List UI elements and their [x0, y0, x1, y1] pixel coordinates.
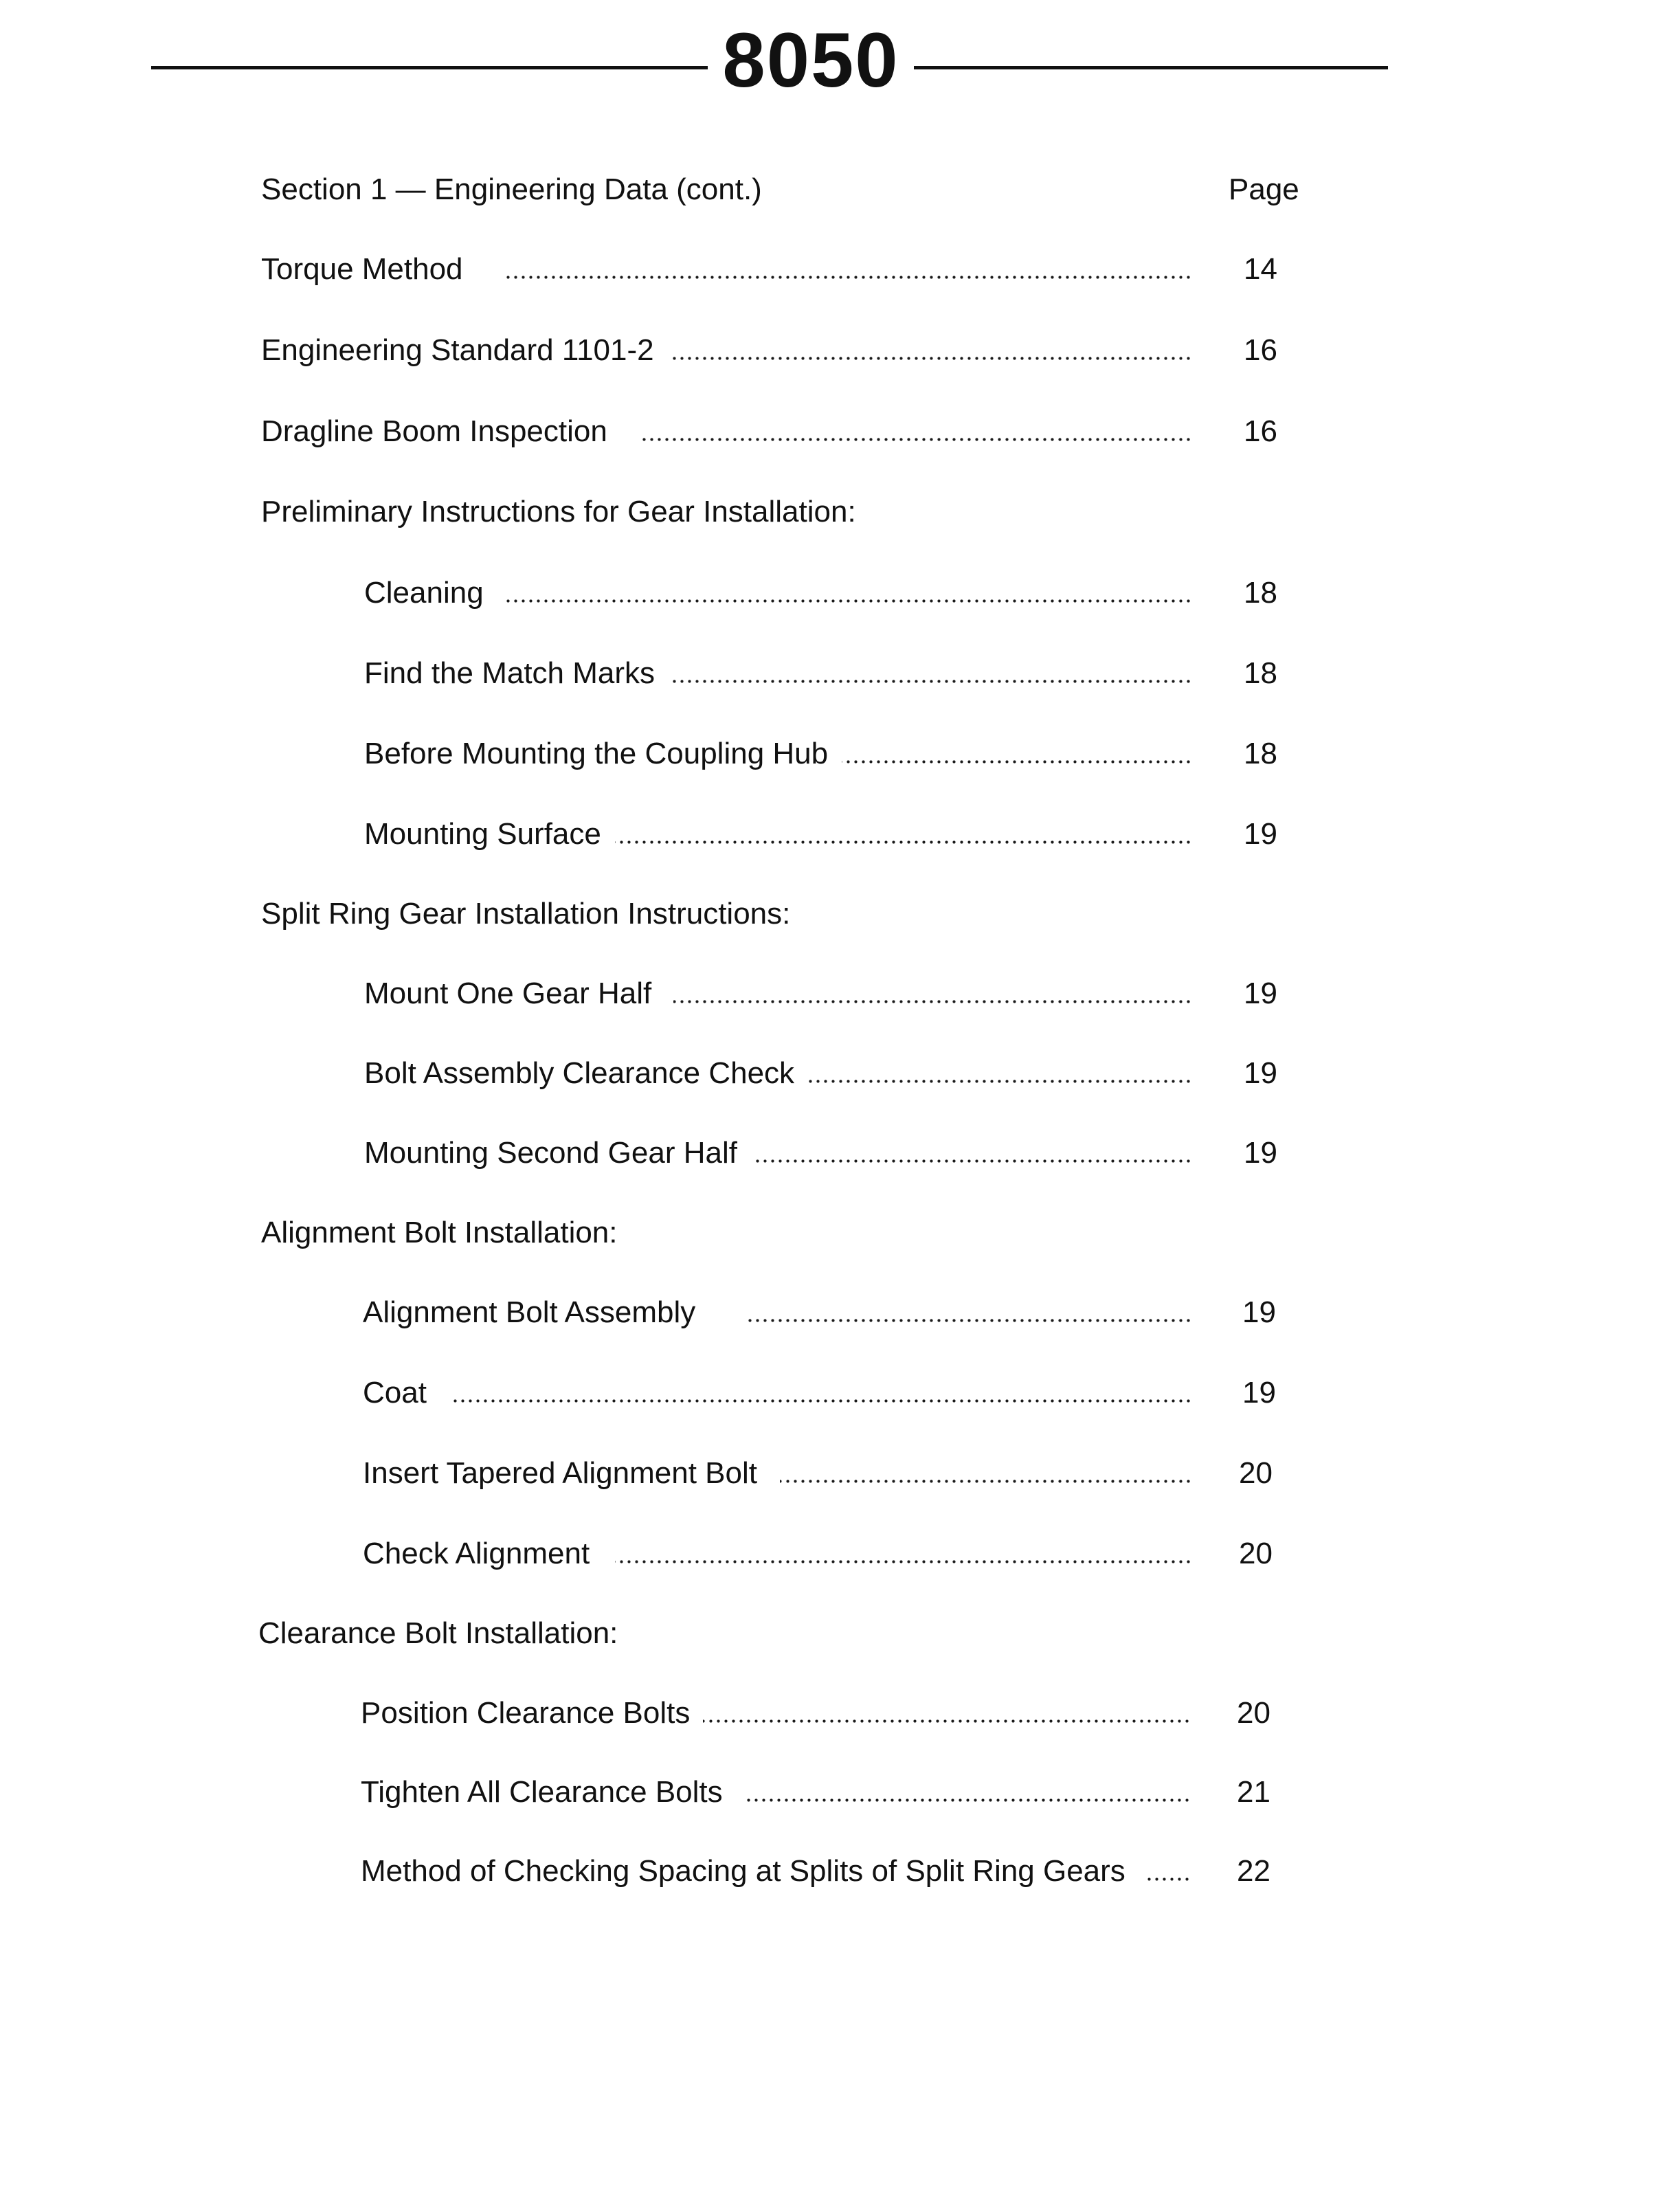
toc-entry-page: 18 — [1244, 737, 1277, 770]
dot-leader — [780, 1480, 1192, 1483]
toc-entry-page: 16 — [1244, 414, 1277, 448]
toc-entry-page: 20 — [1239, 1537, 1273, 1570]
document-number: 8050 — [722, 17, 899, 103]
toc-entry — [261, 333, 1277, 374]
header-rule-right — [914, 66, 1388, 69]
dot-leader — [752, 1159, 1192, 1163]
toc-entry-page: 19 — [1242, 1376, 1276, 1410]
group-heading: Clearance Bolt Installation: — [258, 1616, 618, 1650]
toc-entry-title: Mounting Second Gear Half — [364, 1138, 750, 1168]
toc-entry-title: Find the Match Marks — [364, 658, 667, 689]
toc-entry-title: Method of Checking Spacing at Splits of Split Ring Gears — [361, 1856, 1138, 1886]
toc-entry — [364, 737, 1277, 777]
toc-entry-page: 22 — [1237, 1854, 1270, 1888]
dot-leader — [615, 840, 1192, 844]
toc-entry-page: 21 — [1237, 1775, 1270, 1809]
dot-leader — [505, 599, 1192, 603]
toc-entry — [364, 1136, 1277, 1177]
toc-entry-page: 19 — [1244, 977, 1277, 1010]
toc-entry-title: Check Alignment — [363, 1539, 602, 1569]
dot-leader — [670, 357, 1192, 360]
toc-entry-title: Bolt Assembly Clearance Check — [364, 1058, 807, 1089]
toc-entry-title: Before Mounting the Coupling Hub — [364, 739, 840, 769]
dot-leader — [1146, 1878, 1191, 1881]
dot-leader — [639, 438, 1192, 441]
toc-entry — [364, 817, 1277, 858]
toc-entry — [364, 576, 1277, 616]
toc-entry-page: 20 — [1239, 1456, 1273, 1490]
dot-leader — [615, 1560, 1192, 1563]
toc-entry-page: 14 — [1244, 252, 1277, 286]
dot-leader — [505, 276, 1192, 279]
header-rule-left — [151, 66, 708, 69]
toc-entry — [363, 1295, 1276, 1336]
group-heading: Split Ring Gear Installation Instructions: — [261, 897, 791, 931]
toc-entry-title: Alignment Bolt Assembly — [363, 1297, 708, 1328]
toc-entry-title: Tighten All Clearance Bolts — [361, 1777, 735, 1807]
toc-entry — [363, 1376, 1276, 1416]
toc-entry — [361, 1775, 1270, 1816]
section-title: Section 1 — Engineering Data (cont.) — [261, 172, 762, 206]
group-heading: Alignment Bolt Installation: — [261, 1216, 618, 1249]
toc-entry — [364, 656, 1277, 697]
page-column-label: Page — [1229, 172, 1299, 206]
dot-leader — [807, 1080, 1192, 1083]
toc-entry-title: Dragline Boom Inspection — [261, 416, 620, 447]
dot-leader — [673, 1000, 1192, 1003]
dot-leader — [670, 680, 1192, 683]
toc-entry-page: 19 — [1244, 1136, 1277, 1170]
toc-entry — [361, 1696, 1270, 1737]
dot-leader — [744, 1798, 1191, 1802]
toc-entry-page: 19 — [1244, 1056, 1277, 1090]
toc-entry-title: Mount One Gear Half — [364, 979, 664, 1009]
dot-leader — [842, 760, 1192, 764]
toc-entry — [261, 414, 1277, 455]
toc-entry-title: Insert Tapered Alignment Bolt — [363, 1458, 770, 1489]
toc-entry-title: Cleaning — [364, 578, 496, 608]
contents-heading-row — [261, 172, 1299, 206]
toc-entry-page: 18 — [1244, 656, 1277, 690]
toc-entry-page: 16 — [1244, 333, 1277, 367]
toc-entry — [363, 1456, 1273, 1497]
dot-leader — [746, 1319, 1192, 1322]
toc-entry-page: 19 — [1244, 817, 1277, 851]
toc-entry — [261, 252, 1277, 293]
toc-entry — [364, 977, 1277, 1017]
toc-entry-title: Coat — [363, 1378, 439, 1408]
toc-entry-title: Engineering Standard 1101-2 — [261, 335, 667, 366]
toc-entry-title: Position Clearance Bolts — [361, 1698, 702, 1728]
toc-entry-title: Torque Method — [261, 254, 475, 285]
toc-entry — [361, 1854, 1270, 1895]
group-heading: Preliminary Instructions for Gear Installation: — [261, 495, 856, 528]
toc-entry — [364, 1056, 1277, 1097]
toc-entry-title: Mounting Surface — [364, 819, 614, 849]
toc-entry — [363, 1537, 1273, 1577]
toc-entry-page: 18 — [1244, 576, 1277, 610]
dot-leader — [703, 1719, 1191, 1723]
toc-entry-page: 20 — [1237, 1696, 1270, 1730]
toc-entry-page: 19 — [1242, 1295, 1276, 1329]
dot-leader — [450, 1399, 1192, 1403]
